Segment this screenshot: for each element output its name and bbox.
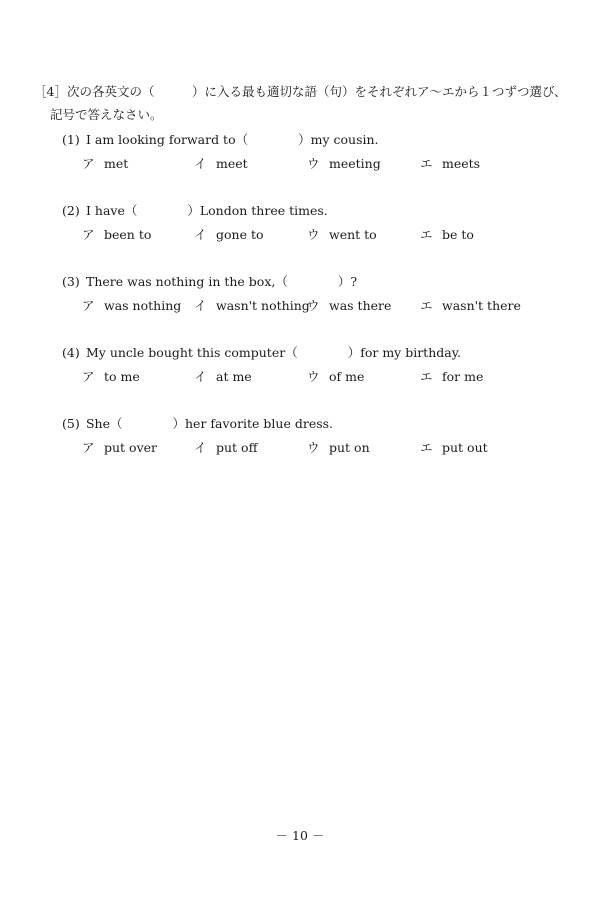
choice-e xyxy=(420,438,488,458)
choice-e xyxy=(420,154,480,174)
choice-text: was nothing xyxy=(104,298,182,313)
choice-marker: イ xyxy=(194,369,207,384)
choice-u xyxy=(307,367,364,387)
choice-text: be to xyxy=(442,227,474,242)
choice-e xyxy=(420,225,474,245)
question-4 xyxy=(62,343,562,389)
choice-a xyxy=(82,438,157,458)
choice-marker: エ xyxy=(420,227,433,242)
choice-text: met xyxy=(104,156,129,171)
question-stem xyxy=(62,130,562,150)
choice-text: went to xyxy=(329,227,377,242)
choice-text: meet xyxy=(216,156,248,171)
choice-marker: ウ xyxy=(307,369,320,384)
stem-after-blank: ）? xyxy=(337,274,358,289)
choice-marker: イ xyxy=(194,227,207,242)
choice-text: meeting xyxy=(329,156,381,171)
choice-text: gone to xyxy=(216,227,264,242)
choice-i xyxy=(194,296,310,316)
question-stem xyxy=(62,201,562,221)
choice-text: for me xyxy=(442,369,484,384)
question-stem xyxy=(62,343,562,363)
stem-after-blank: ）my cousin. xyxy=(298,132,379,147)
stem-before-blank: I have（ xyxy=(85,203,138,218)
question-number: (5) xyxy=(62,416,80,431)
choice-text: put out xyxy=(442,440,488,455)
choice-text: was there xyxy=(329,298,392,313)
stem-before-blank: My uncle bought this computer（ xyxy=(85,345,298,360)
choice-e xyxy=(420,296,521,316)
choice-marker: イ xyxy=(194,156,207,171)
choices xyxy=(62,225,562,247)
choice-i xyxy=(194,154,248,174)
choice-u xyxy=(307,225,377,245)
choice-marker: ア xyxy=(82,156,95,171)
choice-a xyxy=(82,225,151,245)
stem-before-blank: She（ xyxy=(85,416,123,431)
choice-text: meets xyxy=(442,156,481,171)
instructions xyxy=(34,80,574,126)
choice-text: wasn't there xyxy=(442,298,521,313)
choice-text: put on xyxy=(329,440,370,455)
choice-e xyxy=(420,367,483,387)
choices xyxy=(62,367,562,389)
question-number: (2) xyxy=(62,203,80,218)
choice-marker: ア xyxy=(82,369,95,384)
choice-a xyxy=(82,154,128,174)
choices xyxy=(62,438,562,460)
choice-marker: エ xyxy=(420,156,433,171)
choice-marker: イ xyxy=(194,440,207,455)
choice-marker: ア xyxy=(82,440,95,455)
choice-marker: エ xyxy=(420,298,433,313)
choices xyxy=(62,154,562,176)
page-number: － 10 － xyxy=(275,828,325,843)
choice-u xyxy=(307,154,381,174)
choice-text: been to xyxy=(104,227,152,242)
question-number: (3) xyxy=(62,274,80,289)
choice-text: put over xyxy=(104,440,158,455)
choice-marker: ア xyxy=(82,298,95,313)
choice-marker: ウ xyxy=(307,227,320,242)
question-number: (1) xyxy=(62,132,80,147)
choice-u xyxy=(307,296,391,316)
choice-i xyxy=(194,367,252,387)
choice-i xyxy=(194,225,264,245)
choice-a xyxy=(82,296,181,316)
stem-before-blank: There was nothing in the box,（ xyxy=(85,274,288,289)
question-2 xyxy=(62,201,562,247)
choice-text: to me xyxy=(104,369,140,384)
choice-u xyxy=(307,438,370,458)
question-number: (4) xyxy=(62,345,80,360)
choice-i xyxy=(194,438,257,458)
choice-a xyxy=(82,367,140,387)
choice-marker: ア xyxy=(82,227,95,242)
question-stem xyxy=(62,272,562,292)
choice-text: of me xyxy=(329,369,365,384)
choice-text: at me xyxy=(216,369,252,384)
instructions-line-1: ［4］次の各英文の（ ）に入る最も適切な語（句）をそれぞれア～エから１つずつ選び、 xyxy=(34,84,567,99)
stem-after-blank: ）for my birthday. xyxy=(347,345,462,360)
choice-marker: エ xyxy=(420,440,433,455)
choice-marker: イ xyxy=(194,298,207,313)
choice-text: wasn't nothing xyxy=(216,298,310,313)
stem-after-blank: ）London three times. xyxy=(187,203,328,218)
choice-marker: ウ xyxy=(307,298,320,313)
question-1 xyxy=(62,130,562,176)
choice-text: put off xyxy=(216,440,258,455)
instructions-line-2: 記号で答えなさい。 xyxy=(50,107,163,122)
stem-after-blank: ）her favorite blue dress. xyxy=(172,416,334,431)
choice-marker: ウ xyxy=(307,156,320,171)
stem-before-blank: I am looking forward to（ xyxy=(85,132,249,147)
choice-marker: エ xyxy=(420,369,433,384)
choice-marker: ウ xyxy=(307,440,320,455)
question-3 xyxy=(62,272,562,318)
question-stem xyxy=(62,414,562,434)
choices xyxy=(62,296,562,318)
question-5 xyxy=(62,414,562,460)
